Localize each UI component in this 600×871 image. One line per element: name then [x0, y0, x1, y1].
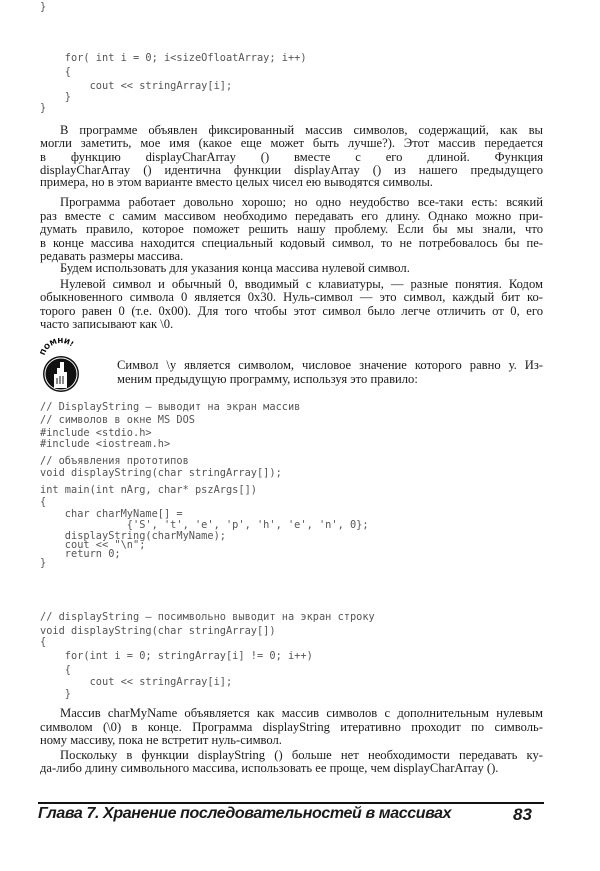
text-line: Поскольку в функции displayString () больше нет необходимости передавать ку-: [60, 748, 543, 762]
code-line: }: [40, 688, 71, 700]
text-line: В программе объявлен фиксированный массив символов, содержащий, как вы: [60, 123, 543, 137]
text-line: меним предыдущую программу, используя это правило:: [117, 372, 418, 386]
code-line: void displayString(char stringArray[]);: [40, 467, 282, 479]
code-line: char charMyName[] =: [40, 508, 183, 520]
text-line: символом (\0) в конце. Программа displayString итеративно проходит по символь-: [40, 720, 543, 734]
svg-text:ПОМНИ!: ПОМНИ!: [38, 338, 75, 357]
text-line: торого равен 0 (т.е. 0x00). Для того чтобы этот символ было легче отличить от 0, его: [40, 304, 543, 318]
code-line: for( int i = 0; i<sizeOfloatArray; i++): [40, 52, 307, 64]
text-line: в конце массива находится специальный кодовый символ, то не потребовалось бы пе-: [40, 236, 543, 250]
code-line: cout << stringArray[i];: [40, 80, 233, 92]
code-line: {'S', 't', 'e', 'p', 'h', 'e', 'n', 0};: [40, 519, 369, 531]
code-line: }: [40, 91, 71, 103]
code-line: {: [40, 664, 71, 676]
text-line: раз вместе с самим массивом необходимо передавать его длину. Однако можно при-: [40, 209, 543, 223]
text-line: часто записывают как \0.: [40, 317, 174, 331]
text-line: обыкновенного символа 0 является 0x30. Нуль-символ — это символ, каждый бит ко-: [40, 290, 543, 304]
code-line: {: [40, 66, 71, 78]
code-line: // символов в окне MS DOS: [40, 414, 195, 426]
code-line: // объявления прототипов: [40, 455, 189, 467]
text-line: ному массиву, пока не встретит нуль-символ.: [40, 733, 282, 747]
text-line: могли заметить, мое имя (какое еще может быть лучше?). Этот массив передается: [40, 136, 543, 150]
code-line: return 0;: [40, 548, 121, 560]
code-line: int main(int nArg, char* pszArgs[]): [40, 484, 257, 496]
code-line: displayString(charMyName);: [40, 530, 226, 542]
page-number: 83: [513, 805, 532, 824]
code-line: cout << stringArray[i];: [40, 676, 233, 688]
text-line: Символ \у является символом, числовое значение которого равно у. Из-: [117, 358, 543, 372]
code-line: {: [40, 636, 47, 648]
text-line: Программа работает довольно хорошо; но одно неудобство все-таки есть: всякий: [60, 195, 543, 209]
code-line: }: [40, 557, 47, 569]
chapter-title: Глава 7. Хранение последовательностей в массивах: [38, 805, 452, 822]
code-line: // displayString — посимвольно выводит на экран строку: [40, 611, 375, 623]
text-line: думать правило, которое поможет решить нашу проблему. Если бы мы знали, что: [40, 222, 543, 236]
text-line: редавать размеры массива.: [40, 249, 184, 263]
text-line: displayCharArray () идентична функции displayArray () из нашего предыдущего: [40, 163, 543, 177]
footer-rule: [38, 802, 544, 804]
code-line: #include <stdio.h>: [40, 427, 152, 439]
code-line: }: [40, 1, 47, 13]
text-line: Массив charMyName объявляется как массив символов с дополнительным нулевым: [60, 706, 543, 720]
remember-note-icon: [38, 338, 84, 394]
text-line: в функцию displayCharArray () вместе с его длиной. Функция: [40, 150, 543, 164]
code-line: for(int i = 0; stringArray[i] != 0; i++): [40, 650, 313, 662]
text-line: да-либо длину символьного массива, использовать ее проще, чем displayCharArray ().: [40, 761, 499, 775]
code-line: #include <iostream.h>: [40, 438, 171, 450]
text-line: Нулевой символ и обычный 0, вводимый с клавиатуры, — разные понятия. Кодом: [60, 277, 543, 291]
code-line: cout << "\n";: [40, 539, 146, 551]
code-line: void displayString(char stringArray[]): [40, 625, 276, 637]
text-line: Будем использовать для указания конца массива нулевой символ.: [60, 261, 410, 275]
code-line: }: [40, 102, 47, 114]
code-line: // DisplayString — выводит на экран массив: [40, 401, 301, 413]
code-line: {: [40, 496, 47, 508]
text-line: примера, но в этом варианте вместо целых чисел ею выводятся символы.: [40, 175, 433, 189]
